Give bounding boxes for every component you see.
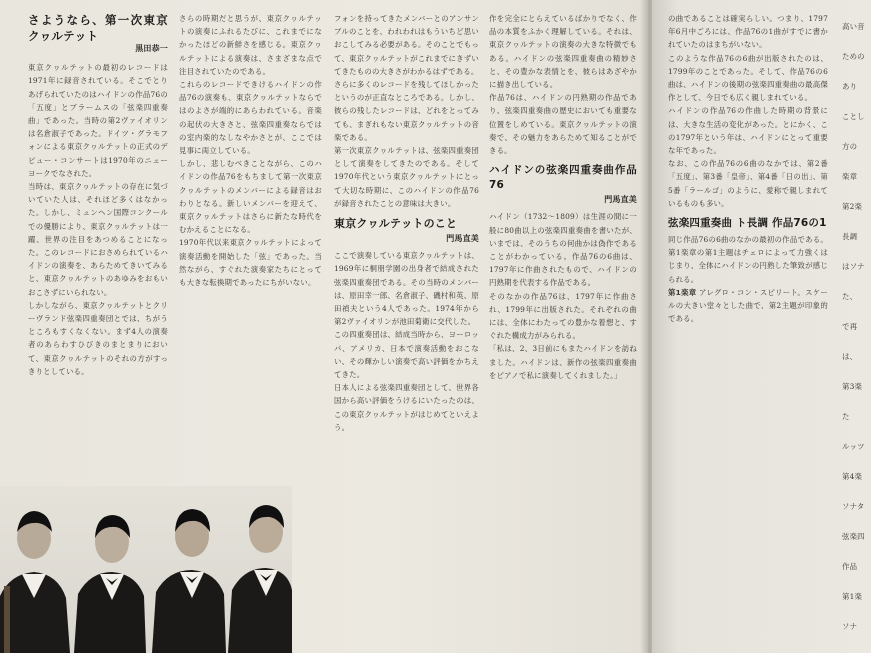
musician-4 xyxy=(228,505,292,653)
article1-paragraph: さらの時期だと思うが、東京クヮルテットの演奏にふれるたびに、これまでになかったほどの新鮮さを感じる。東京クヮルテットによる演奏は、さまざまな点で注目されていたのである。 xyxy=(179,14,322,76)
article2-author: 門馬直美 xyxy=(446,234,479,244)
article1-paragraph: 東京クヮルテットの最初のレコードは1971年に録音されている。そこでとりあげられていたのはハイドンの作品76の「五度」とブラームスの「弦楽四重奏曲」であった。当時の第2ヴァイオリンは名倉淑子であった。ドイツ・グラモフォンによる東京クヮルテットの正式のデビュー・コンサートは1970年のニューヨークでなされた。 xyxy=(28,63,168,178)
article1-title: さようなら、第一次東京クヮルテット xyxy=(28,13,168,43)
fragment-line: で再 xyxy=(842,322,858,331)
musician-3 xyxy=(152,509,226,653)
movement-1-text: アレグロ・コン・スピリート。スケールの大きい堂々とした曲で、第2主題が印象的である。 xyxy=(668,287,828,324)
fragment-line: た、 xyxy=(842,292,858,301)
quartet-title: 弦楽四重奏曲 ト長調 作品76の1 xyxy=(668,217,827,230)
fragment-line: 第4楽 xyxy=(842,472,863,481)
article3-paragraph: なお、この作品76の6曲のなかでは、第2番「五度」、第3番「皇帝」、第4番「日の出」、第5番「ラールゴ」のように、愛称で親しまれているものも多い。 xyxy=(668,159,828,208)
article1-paragraph: しかし、悲しむべきことながら、このハイドンの作品76をもちまして第一次東京クヮルテットのメンバーによる録音はおわりとなる。新しいメンバーを迎えて、東京クヮルテットはさらに新たな時代をむかえることになる。 xyxy=(179,159,322,235)
article3-paragraph: そのなかの作品76は、1797年に作曲され、1799年に出版された。それぞれの曲には、全体にわたっての豊かな着想と、すぐれた構成力がみられる。 xyxy=(489,291,637,341)
fragment-line: はソナ xyxy=(842,262,865,271)
quartet-photo xyxy=(0,486,292,653)
fragment-line: ための xyxy=(842,52,865,61)
fragment-line: ソナ xyxy=(842,622,858,631)
article1-cont-column xyxy=(179,12,322,289)
fragment-line: は、 xyxy=(842,352,858,361)
article3-title: ハイドンの弦楽四重奏曲作品76 xyxy=(489,164,637,192)
fragment-lines xyxy=(842,12,868,642)
article2-column xyxy=(334,12,479,434)
article2-paragraph: 作を完全にとらえているばかりでなく、作品の本質をふかく理解している。それは、東京クヮルテットの演奏の大きな特徴でもある。ハイドンの弦楽四重奏曲の精妙さと、その豊かな表情とを、彼らはあざやかに描き出している。 xyxy=(489,14,637,90)
article2-paragraph: ここで演奏している東京クヮルテットは、1969年に桐朋学園の出身者で結成された弦楽四重奏団である。その当時のメンバーは、原田幸一郎、名倉淑子、磯村和英、原田禎夫という4人であった。1974年から第2ヴァイオリンが池田菊衛に交代した。 xyxy=(334,251,479,327)
fragment-line: 長調 xyxy=(842,232,858,241)
quartet-photo-illustration xyxy=(0,486,292,653)
movement-1-label: 第1楽章 xyxy=(668,287,697,297)
article2-paragraph: この四重奏団は、結成当時から、ヨーロッパ、アメリカ、日本で演奏活動をおこない、その輝かしい演奏で高い評価をかちえてきた。 xyxy=(334,330,479,380)
fragment-line: ソナタ xyxy=(842,502,865,511)
fragment-line: ことし xyxy=(842,112,865,121)
article1-paragraph: 第一次東京クヮルテットは、弦楽四重奏団として演奏をしてきたのである。そして1970年代という東京クヮルテットにとって大切な時期に、このハイドンの作品76が録音されたことの意味は大きい。 xyxy=(334,146,479,208)
article1-paragraph: 1970年代以来東京クヮルテットによって演奏活動を開始した「弦」であった。当然ながら、すぐれた演奏家たちにとっても大きな転換期であったにちがいない。 xyxy=(179,238,322,288)
article3-cont-column xyxy=(668,12,828,325)
quartet-paragraph: 同じ作品76の6曲のなかの最初の作品である。第1楽章の第1主題はチェロによって力強くはじまり、全体にハイドンの円熟した筆致が感じられる。 xyxy=(668,235,828,284)
article3-paragraph: 「私は、2、3日前にもまたハイドンを訪ねました。ハイドンは、新作の弦楽四重奏曲をピアノで私に演奏してくれました。」 xyxy=(489,344,637,380)
article2-paragraph: 日本人による弦楽四重奏団として、世界各国から高い評価をうけるにいたったのは、この東京クヮルテットがはじめてといえよう。 xyxy=(334,383,479,432)
article3-paragraph: ハイドン（1732〜1809）は生涯の間に一般に80曲以上の弦楽四重奏曲を書いたが、いまでは、そのうちの何曲かは偽作であることがわかっている。作品76の6曲は、1797年に作曲されたもので、ハイドンの円熟期を代表する作品である。 xyxy=(489,212,637,288)
fragment-line: た xyxy=(842,412,850,421)
article3-column xyxy=(489,12,637,382)
fragment-line: 作品 xyxy=(842,562,858,571)
article1-paragraph: さらに多くのレコードを残してほしかったというのが正直なところである。しかし、彼らの残したレコードは、どれをとってみても、まぎれもない東京クヮルテットの音楽である。 xyxy=(334,80,479,142)
article2-title: 東京クヮルテットのこと xyxy=(334,217,458,231)
fragment-column xyxy=(842,12,868,642)
article1-author: 黒田恭一 xyxy=(135,44,168,53)
musician-2 xyxy=(74,515,146,653)
article1-paragraph: これらのレコードできけるハイドンの作品76の演奏も、東京クヮルテットならではのよさが端的にあらわれている。音楽の起伏の大きさと、弦楽四重奏ならではの室内楽的なしなやかさとが、ここでは見事に両立している。 xyxy=(179,80,322,156)
fragment-line: 第2楽 xyxy=(842,202,863,211)
fragment-line: ルッツ xyxy=(842,442,865,451)
article1-column xyxy=(28,12,168,378)
fragment-line: 方の xyxy=(842,142,858,151)
musician-1 xyxy=(0,511,70,653)
fragment-line: 第3楽 xyxy=(842,382,863,391)
article1-paragraph: しかしながら、東京クヮルテットとクリーヴランド弦楽四重奏団とでは、ちがうところもすくなくない。まず4人の演奏者のあらわすひびきのまとまりにおいて、東京クヮルテットのそれの方がすっきりとしている。 xyxy=(28,300,168,376)
movement-1 xyxy=(668,286,828,326)
article1-paragraph: フォンを持ってきたメンバーとのアンサンブルのことを、われわれはもういちど思いおこしてみる必要がある。そのことでもって、東京クヮルテットがこれまでにきずいてきたものの大きさがわかるはずである。 xyxy=(334,14,479,76)
fragment-line: 第1楽 xyxy=(842,592,863,601)
fragment-line: あり xyxy=(842,82,858,91)
fragment-line: 弦楽四 xyxy=(842,532,865,541)
article1-paragraph: 当時は、東京クヮルテットの存在に気づいていた人は、それほど多くはなかった。しかし、ミュンヘン国際コンクールでの優勝により、東京クヮルテットは一躍、世界の注目をあつめることになった。このレコードにおさめられているハイドンの演奏を、あらためてきいてみると、東京クヮルテットのあゆみをおもいおこさずにいられない。 xyxy=(28,182,168,297)
fragment-line: 高い音 xyxy=(842,22,865,31)
article3-author: 門馬直美 xyxy=(604,195,637,205)
article2-paragraph: 作品76は、ハイドンの円熟期の作品であり、弦楽四重奏曲の歴史においても重要な位置をしめている。東京クヮルテットの演奏で、その魅力をあらためて知ることができる。 xyxy=(489,93,637,156)
article3-paragraph: ハイドンの作品76の作曲した時期の背景には、大きな生活の変化があった。とにかく、この1797年という年は、ハイドンにとって重要な年であった。 xyxy=(668,106,828,156)
article3-paragraph: の曲であることは確実らしい。つまり、1797年6月中ごろには、作品76の1曲がすでに書かれていたのはまちがいない。 xyxy=(668,14,828,50)
article3-paragraph: このような作品76の6曲が出版されたのは、1799年のことであった。そして、作品76の6曲は、ハイドンの後期の弦楽四重奏曲の最高傑作として、今日でも広く親しまれている。 xyxy=(668,53,828,103)
fragment-line: 楽章 xyxy=(842,172,858,181)
